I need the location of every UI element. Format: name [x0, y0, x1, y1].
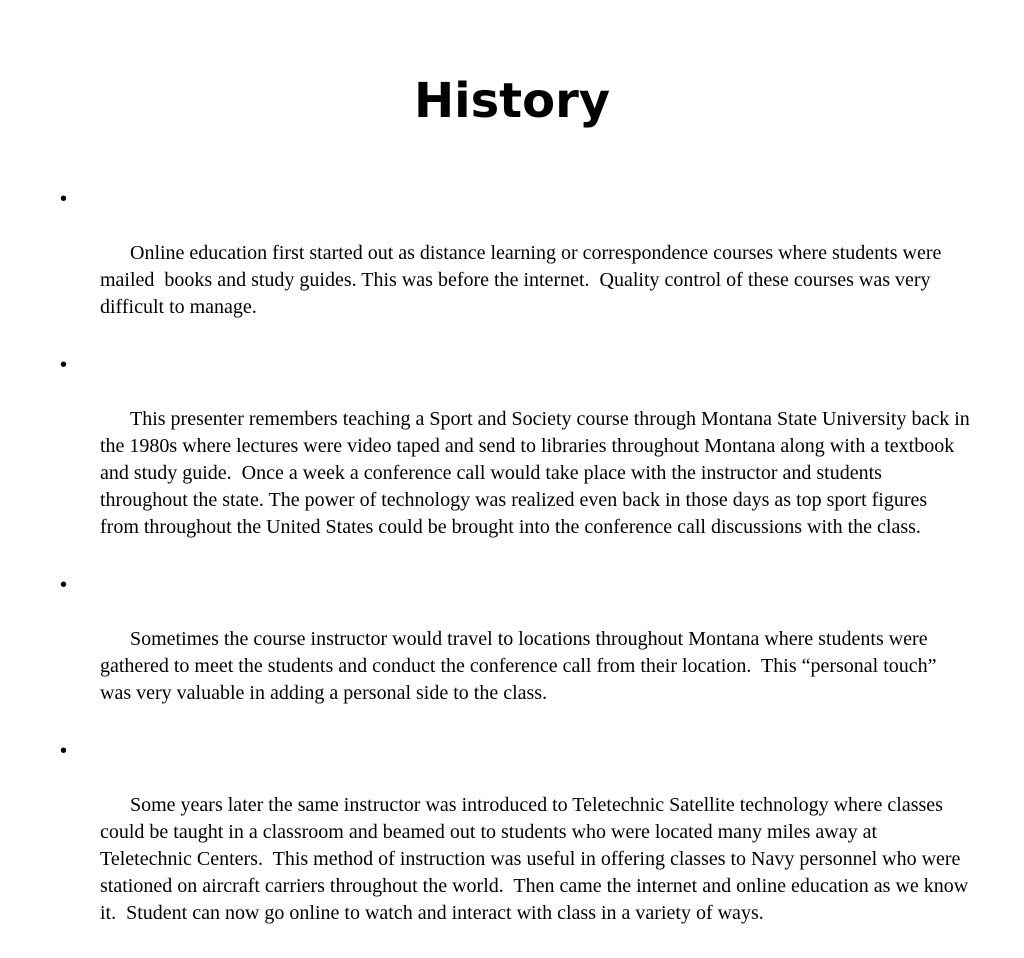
bullet-icon: •	[60, 354, 68, 376]
slide-title: History	[413, 73, 611, 129]
bullet-text: Online education first started out as distance learning or correspondence courses where students were mailed books and study guides. This was before the internet. Quality control of these courses was very difficult to manage.	[100, 242, 947, 318]
bullet-icon: •	[60, 188, 68, 210]
bullet-item	[60, 186, 970, 348]
bullet-text: Some years later the same instructor was introduced to Teletechnic Satellite technology where classes could be taught in a classroom and beamed out to students who were located many miles away at Teletechnic Centers. This method of instruction was useful in offering classes to Navy personnel who were stationed on aircraft carriers throughout the world. Then came the internet and online education as we know it. Student can now go online to watch and interact with class in a variety of ways.	[100, 794, 974, 924]
bullet-text: This presenter remembers teaching a Sport and Society course through Montana State University back in the 1980s where lectures were video taped and send to libraries throughout Montana along with a textbook and study guide. Once a week a conference call would take place with the instructor and students throughout the state. The power of technology was realized even back in those days as top sport figures from throughout the United States could be brought into the conference call discussions with the class.	[100, 408, 975, 538]
bullet-icon: •	[60, 740, 68, 762]
bullet-item	[60, 572, 970, 734]
bullet-item	[60, 738, 974, 954]
bullet-icon: •	[60, 574, 68, 596]
bullet-text: Sometimes the course instructor would travel to locations throughout Montana where students were gathered to meet the students and conduct the conference call from their location. This “personal touch” was very valuable in adding a personal side to the class.	[100, 628, 942, 704]
bullet-list	[60, 186, 975, 958]
bullet-item	[60, 352, 975, 568]
